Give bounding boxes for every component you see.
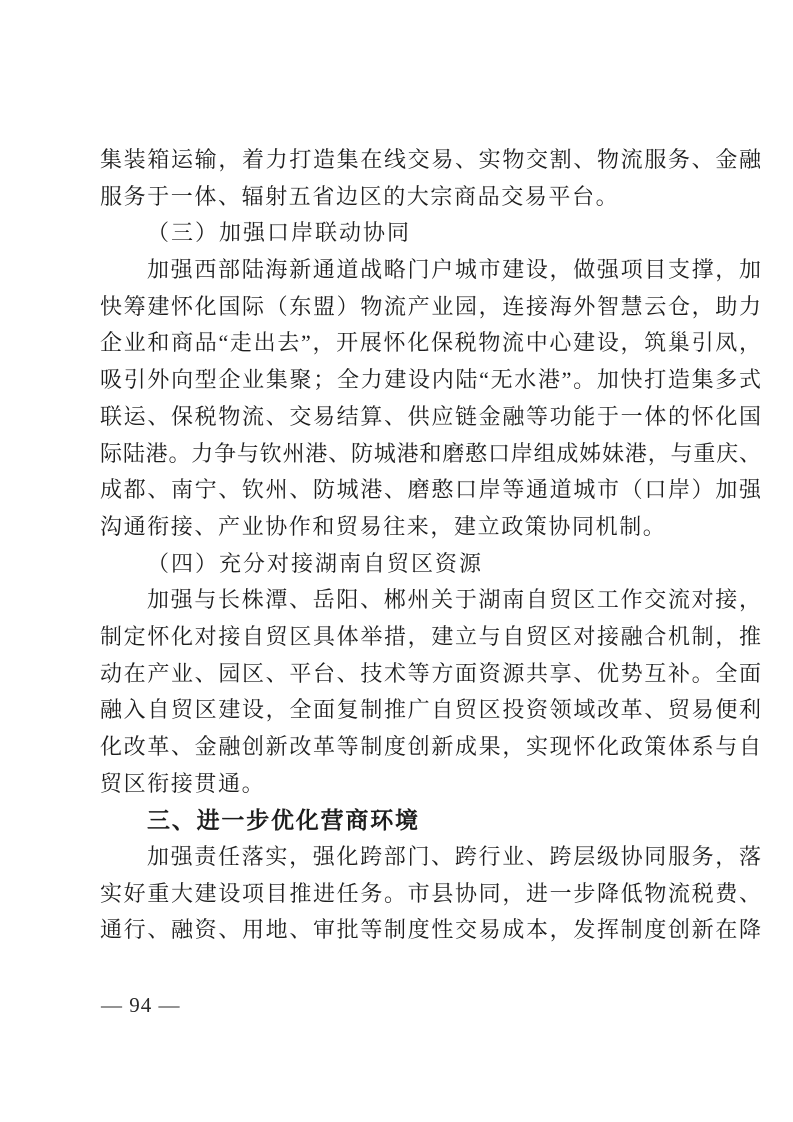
text-line: 集装箱运输，着力打造集在线交易、实物交割、物流服务、金融 bbox=[100, 147, 761, 172]
text-line: 加强西部陆海新通道战略门户城市建设，做强项目支撑，加 bbox=[147, 257, 761, 283]
text-line: 化改革、金融创新改革等制度创新成果，实现怀化政策体系与自 bbox=[100, 734, 761, 759]
text-line: 动在产业、园区、平台、技术等方面资源共享、优势互补。全面 bbox=[100, 660, 761, 686]
text-line: 沟通衔接、产业协作和贸易往来，建立政策协同机制。 bbox=[100, 513, 667, 539]
sub-heading: （四）充分对接湖南自贸区资源 bbox=[147, 550, 484, 576]
sub-heading: （三）加强口岸联动协同 bbox=[147, 220, 412, 246]
text-line: 际陆港。力争与钦州港、防城港和磨憨口岸组成姊妹港，与重庆、 bbox=[100, 440, 761, 466]
text-line: 联运、保税物流、交易结算、供应链金融等功能于一体的怀化国 bbox=[100, 403, 761, 429]
text-line: 企业和商品“走出去”，开展怀化保税物流中心建设，筑巢引凤， bbox=[100, 330, 761, 356]
page-number: — 94 — bbox=[101, 993, 181, 1017]
text-line: 快筹建怀化国际（东盟）物流产业园，连接海外智慧云仓，助力 bbox=[100, 293, 761, 319]
section-heading: 三、进一步优化营商环境 bbox=[147, 807, 420, 834]
text-line: 服务于一体、辐射五省边区的大宗商品交易平台。 bbox=[100, 183, 620, 209]
text-line: 吸引外向型企业集聚；全力建设内陆“无水港”。加快打造集多式 bbox=[100, 367, 761, 393]
text-line: 加强责任落实，强化跨部门、跨行业、跨层级协同服务，落 bbox=[147, 844, 761, 870]
text-line: 贸区衔接贯通。 bbox=[100, 770, 266, 796]
text-line: 融入自贸区建设，全面复制推广自贸区投资领域改革、贸易便利 bbox=[100, 697, 761, 723]
text-line: 通行、融资、用地、审批等制度性交易成本，发挥制度创新在降 bbox=[100, 917, 761, 943]
text-line: 实好重大建设项目推进任务。市县协同，进一步降低物流税费、 bbox=[100, 880, 761, 906]
document-lines bbox=[100, 142, 761, 949]
text-line: 成都、南宁、钦州、防城港、磨憨口岸等通道城市（口岸）加强 bbox=[100, 477, 761, 503]
text-line: 加强与长株潭、岳阳、郴州关于湖南自贸区工作交流对接， bbox=[147, 587, 761, 613]
text-line: 制定怀化对接自贸区具体举措，建立与自贸区对接融合机制，推 bbox=[100, 623, 761, 649]
